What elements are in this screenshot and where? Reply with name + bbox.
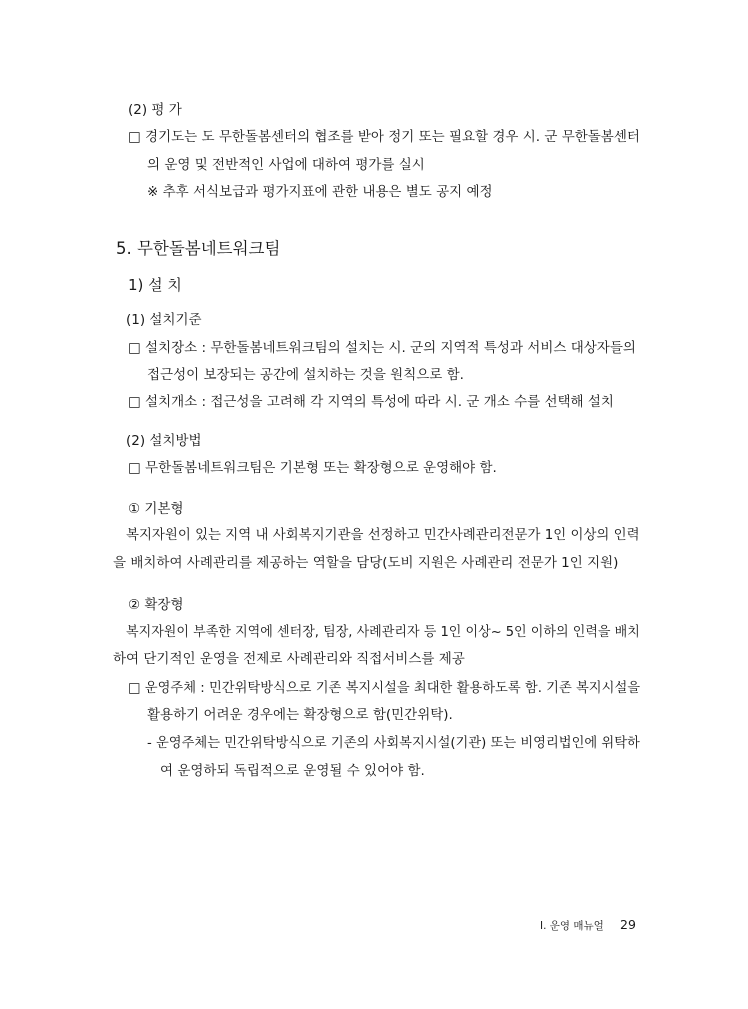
eval-paragraph-line-1: □ 경기도는 도 무한돌봄센터의 협조를 받아 정기 또는 필요할 경우 시. 군 무한돌봄센터 <box>128 129 640 145</box>
install-method-text: □ 무한돌봄네트워크팀은 기본형 또는 확장형으로 운영해야 함. <box>128 460 497 476</box>
extended-type-line-1: 복지자원이 부족한 지역에 센터장, 팀장, 사례관리자 등 1인 이상~ 5인 이하의 인력을 배치 <box>126 624 640 640</box>
extended-type-heading: ② 확장형 <box>128 597 184 613</box>
operator-line-2: 활용하기 어려운 경우에는 확장형으로 함(민간위탁). <box>147 707 453 723</box>
eval-paragraph-line-2: 의 운영 및 전반적인 사업에 대하여 평가를 실시 <box>147 157 425 173</box>
subsection-1-title: 1) 설 치 <box>128 276 182 294</box>
install-location-line-1: □ 설치장소 : 무한돌봄네트워크팀의 설치는 시. 군의 지역적 특성과 서비스 대상자들의 <box>128 340 636 356</box>
operator-sub-line-1: - 운영주체는 민간위탁방식으로 기존의 사회복지시설(기관) 또는 비영리법인에 위탁하 <box>147 735 640 751</box>
page-number: 29 <box>620 917 636 932</box>
install-criteria-heading: (1) 설치기준 <box>126 312 202 328</box>
install-location-line-2: 접근성이 보장되는 공간에 설치하는 것을 원칙으로 함. <box>147 367 464 383</box>
eval-heading: (2) 평 가 <box>128 102 182 118</box>
section-5-title: 5. 무한돌봄네트워크팀 <box>116 239 281 258</box>
install-method-heading: (2) 설치방법 <box>126 433 202 449</box>
install-count: □ 설치개소 : 접근성을 고려해 각 지역의 특성에 따라 시. 군 개소 수를 선택해 설치 <box>128 394 614 410</box>
basic-type-line-2: 을 배치하여 사례관리를 제공하는 역할을 담당(도비 지원은 사례관리 전문가 1인 지원) <box>113 555 619 571</box>
basic-type-line-1: 복지자원이 있는 지역 내 사회복지기관을 선정하고 민간사례관리전문가 1인 이상의 인력 <box>126 527 640 543</box>
operator-sub-line-2: 여 운영하되 독립적으로 운영될 수 있어야 함. <box>160 763 425 779</box>
extended-type-line-2: 하여 단기적인 운영을 전제로 사례관리와 직접서비스를 제공 <box>113 651 465 667</box>
footer-chapter: Ⅰ. 운영 매뉴얼 <box>540 920 604 932</box>
basic-type-heading: ① 기본형 <box>128 501 184 517</box>
eval-note: ※ 추후 서식보급과 평가지표에 관한 내용은 별도 공지 예정 <box>147 184 493 200</box>
operator-line-1: □ 운영주체 : 민간위탁방식으로 기존 복지시설을 최대한 활용하도록 함. 기존 복지시설을 <box>128 680 641 696</box>
